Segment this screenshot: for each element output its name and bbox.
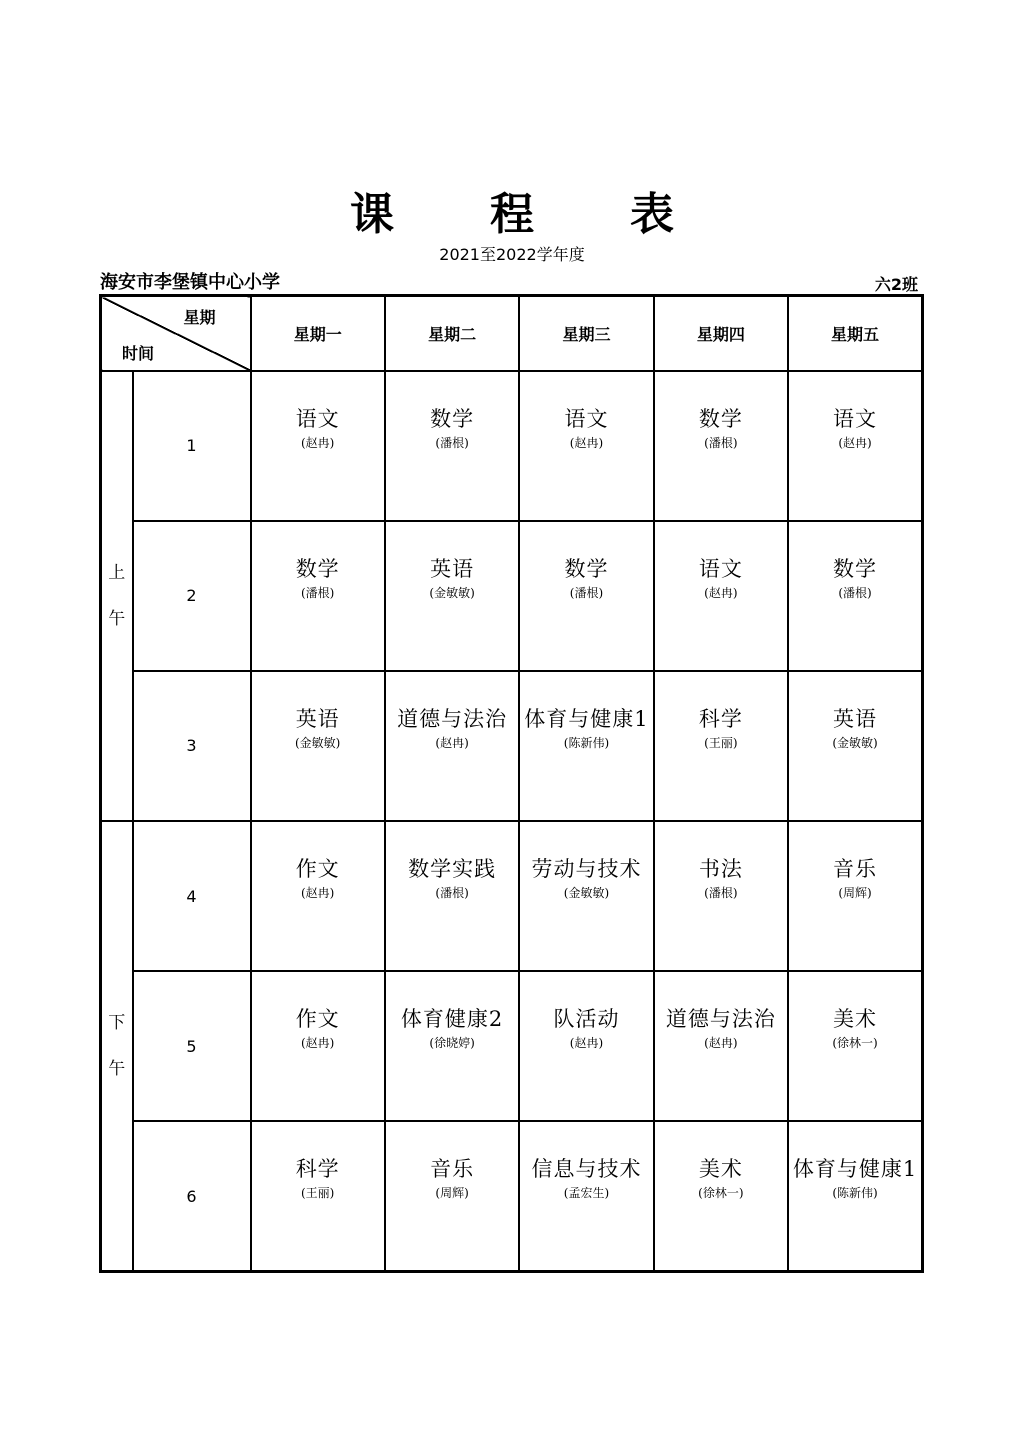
- session-label-char: 下: [108, 1012, 126, 1033]
- period-row: [101, 821, 923, 971]
- class-cell: [788, 971, 922, 1121]
- subject-name: 美术: [698, 1157, 743, 1182]
- day-header: 星期五: [788, 296, 922, 371]
- corner-time-label: 时间: [122, 343, 155, 363]
- period-number: 4: [133, 821, 251, 971]
- subject-name: 音乐: [833, 857, 878, 882]
- class-cell: [519, 371, 653, 521]
- teacher-name: (潘根): [301, 585, 335, 600]
- subject-name: 体育与健康1: [524, 706, 649, 731]
- period-number: 5: [133, 971, 251, 1121]
- class-cell: [788, 1121, 922, 1271]
- period-number: 6: [133, 1121, 251, 1271]
- class-cell: [654, 671, 788, 821]
- class-cell: [385, 671, 519, 821]
- subject-name: 美术: [833, 1007, 878, 1032]
- subject-name: 数学: [698, 406, 743, 431]
- teacher-name: (徐晓婷): [429, 1036, 475, 1051]
- teacher-name: (赵冉): [301, 1036, 335, 1051]
- subject-name: 作文: [295, 857, 340, 882]
- subject-name: 语文: [698, 556, 743, 581]
- class-cell: [654, 1121, 788, 1271]
- session-label: [101, 371, 133, 821]
- class-cell: [519, 821, 653, 971]
- subject-name: 音乐: [430, 1157, 475, 1182]
- class-cell: [788, 671, 922, 821]
- teacher-name: (潘根): [435, 886, 469, 901]
- subject-name: 科学: [698, 706, 743, 731]
- class-cell: [251, 1121, 385, 1271]
- subject-name: 书法: [698, 857, 743, 882]
- teacher-name: (潘根): [569, 585, 604, 600]
- day-header: 星期四: [654, 296, 788, 371]
- teacher-name: (潘根): [435, 435, 469, 450]
- session-label-char: 上: [108, 562, 126, 583]
- subject-name: 体育健康2: [400, 1007, 504, 1032]
- timetable: [99, 294, 924, 1273]
- teacher-name: (徐林一): [698, 1186, 744, 1201]
- subject-name: 劳动与技术: [531, 857, 642, 882]
- teacher-name: (金敏敏): [429, 585, 475, 600]
- teacher-name: (赵冉): [838, 435, 872, 450]
- subject-name: 科学: [295, 1157, 340, 1182]
- session-label: [101, 821, 133, 1272]
- subject-name: 信息与技术: [531, 1157, 642, 1182]
- teacher-name: (孟宏生): [563, 1186, 610, 1201]
- subject-name: 道德与法治: [665, 1007, 776, 1032]
- subject-name: 语文: [564, 406, 609, 431]
- subject-name: 英语: [295, 706, 340, 731]
- subject-name: 数学实践: [408, 857, 497, 882]
- class-cell: [251, 671, 385, 821]
- teacher-name: (金敏敏): [832, 735, 878, 750]
- header-row: [101, 296, 923, 371]
- class-cell: [788, 821, 922, 971]
- day-header: 星期二: [385, 296, 519, 371]
- period-number: 3: [133, 671, 251, 821]
- period-row: [101, 371, 923, 521]
- class-cell: [519, 671, 653, 821]
- class-cell: [654, 821, 788, 971]
- subject-name: 数学: [295, 556, 340, 581]
- teacher-name: (赵冉): [301, 435, 335, 450]
- class-cell: [654, 371, 788, 521]
- period-number: 1: [133, 371, 251, 521]
- teacher-name: (王丽): [301, 1186, 335, 1201]
- title-char: 课: [350, 189, 394, 240]
- subject-name: 体育与健康1: [792, 1157, 918, 1182]
- period-number: 2: [133, 521, 251, 671]
- class-cell: [654, 971, 788, 1121]
- teacher-name: (赵冉): [704, 1036, 738, 1051]
- teacher-name: (赵冉): [569, 1036, 604, 1051]
- class-cell: [385, 971, 519, 1121]
- subject-name: 道德与法治: [397, 706, 508, 731]
- subject-name: 队活动: [553, 1007, 620, 1032]
- teacher-name: (周辉): [838, 886, 872, 901]
- teacher-name: (徐林一): [832, 1036, 878, 1051]
- subject-name: 语文: [833, 406, 878, 431]
- subject-name: 数学: [430, 406, 475, 431]
- class-cell: [251, 371, 385, 521]
- teacher-name: (王丽): [704, 735, 738, 750]
- class-cell: [251, 521, 385, 671]
- teacher-name: (陈新伟): [563, 735, 610, 750]
- school-name: 海安市李堡镇中心小学: [100, 272, 280, 293]
- subject-name: 作文: [295, 1007, 340, 1032]
- corner-week-label: 星期: [183, 308, 216, 327]
- subject-name: 英语: [833, 706, 878, 731]
- teacher-name: (潘根): [704, 435, 738, 450]
- teacher-name: (赵冉): [569, 435, 604, 450]
- subject-name: 英语: [430, 556, 475, 581]
- title-char: 程: [490, 189, 534, 240]
- teacher-name: (金敏敏): [563, 886, 610, 901]
- page-title: [0, 178, 1024, 242]
- day-header: 星期一: [251, 296, 385, 371]
- teacher-name: (金敏敏): [295, 735, 341, 750]
- teacher-name: (周辉): [435, 1186, 469, 1201]
- class-cell: [654, 521, 788, 671]
- teacher-name: (赵冉): [301, 886, 335, 901]
- class-cell: [788, 521, 922, 671]
- period-row: [101, 1121, 923, 1271]
- class-cell: [519, 1121, 653, 1271]
- subject-name: 数学: [564, 556, 609, 581]
- period-row: [101, 971, 923, 1121]
- session-label-char: 午: [108, 1058, 126, 1079]
- teacher-name: (潘根): [838, 585, 872, 600]
- class-cell: [385, 371, 519, 521]
- subject-name: 数学: [833, 556, 878, 581]
- school-year: 2021至2022学年度: [439, 245, 585, 264]
- class-cell: [788, 371, 922, 521]
- class-cell: [251, 821, 385, 971]
- class-cell: [251, 971, 385, 1121]
- class-cell: [519, 971, 653, 1121]
- teacher-name: (赵冉): [435, 735, 469, 750]
- class-cell: [519, 521, 653, 671]
- corner-cell: [101, 296, 251, 371]
- class-name: 六2班: [874, 275, 918, 294]
- session-label-char: 午: [108, 608, 126, 629]
- class-cell: [385, 521, 519, 671]
- class-cell: [385, 1121, 519, 1271]
- title-char: 表: [630, 189, 674, 240]
- period-row: [101, 671, 923, 821]
- day-header: 星期三: [519, 296, 653, 371]
- teacher-name: (赵冉): [704, 585, 738, 600]
- period-row: [101, 521, 923, 671]
- teacher-name: (陈新伟): [832, 1186, 878, 1201]
- teacher-name: (潘根): [704, 886, 738, 901]
- subject-name: 语文: [295, 406, 340, 431]
- class-cell: [385, 821, 519, 971]
